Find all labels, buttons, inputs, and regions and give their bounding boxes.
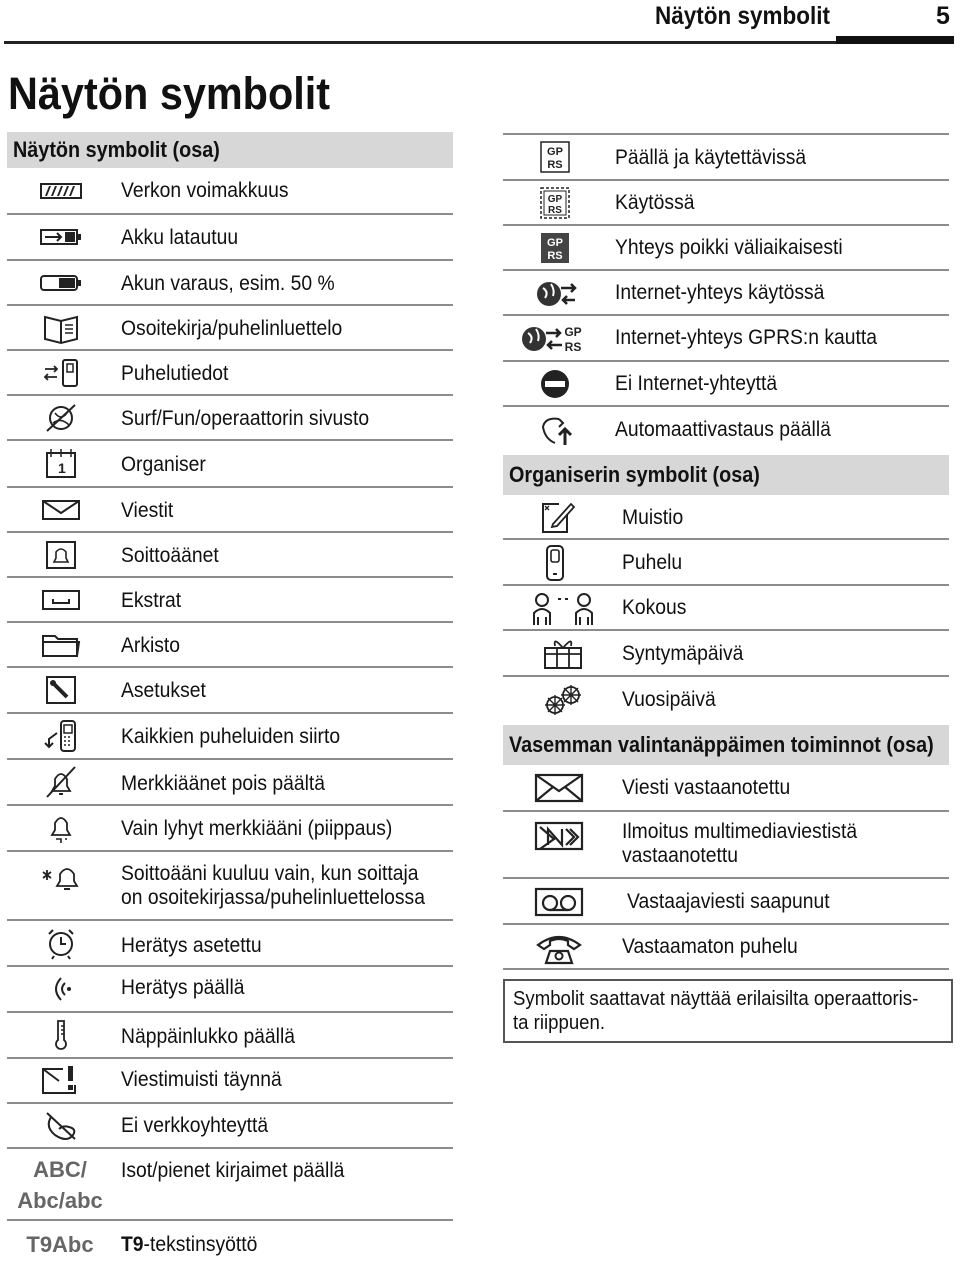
table-row: [7, 261, 453, 306]
table-row: [7, 1013, 453, 1059]
left-softkey-section-heading: Vasemman valintanäppäimen toiminnot (osa): [503, 725, 949, 765]
row-label: Puhelu: [622, 551, 683, 574]
row-label: Akku latautuu: [121, 226, 239, 249]
table-row: [7, 306, 453, 351]
gprs-on-icon: [515, 140, 595, 174]
svg-text:GP: GP: [547, 194, 563, 205]
memo-icon: [515, 499, 595, 535]
settings-icon: [21, 673, 101, 707]
note-line-1: Symbolit saattavat näyttää erilaisilta operaattoris-: [513, 988, 919, 1010]
table-row: [7, 215, 453, 261]
voicemail-icon: [511, 884, 607, 920]
table-row: [7, 623, 453, 668]
table-row: [7, 488, 453, 533]
table-row: [7, 1059, 453, 1104]
table-row: [7, 714, 453, 760]
row-label: Kaikkien puheluiden siirto: [121, 725, 341, 748]
anniversary-icon: [515, 682, 611, 718]
svg-text:RS: RS: [548, 205, 562, 216]
row-label: Herätys asetettu: [121, 934, 262, 957]
svg-text:GP: GP: [547, 237, 563, 249]
row-label: Merkkiäänet pois päältä: [121, 772, 326, 795]
row-label: Ei verkkoyhteyttä: [121, 1114, 269, 1137]
table-row: [503, 677, 949, 723]
message-received-icon: [511, 770, 607, 806]
page-number: 5: [936, 2, 950, 30]
row-label: T9-tekstinsyöttö: [121, 1233, 258, 1256]
signal-strength-icon: [21, 174, 101, 208]
auto-answer-icon: [515, 413, 595, 447]
table-row: [7, 921, 453, 967]
message-memory-full-icon: [21, 1063, 101, 1097]
row-label: Vastaajaviesti saapunut: [627, 890, 830, 913]
gprs-suspended-icon: [515, 231, 595, 265]
table-row: [503, 407, 949, 453]
no-internet-icon: [515, 367, 595, 401]
table-row: [7, 1104, 453, 1149]
row-label: Muistio: [622, 506, 684, 529]
svg-text:GP: GP: [564, 325, 582, 339]
header-rule: [4, 41, 838, 44]
row-label: Näppäinlukko päällä: [121, 1025, 296, 1048]
table-row: [503, 271, 949, 316]
t9-bold: T9: [121, 1233, 144, 1256]
row-label-line2: on osoitekirjassa/puhelinluettelossa: [121, 886, 425, 909]
row-label: Päällä ja käytettävissä: [615, 146, 807, 169]
row-label: Asetukset: [121, 679, 206, 702]
alarm-clock-icon: [21, 926, 101, 960]
row-label: Internet-yhteys käytössä: [615, 281, 825, 304]
table-row: [7, 1221, 453, 1269]
row-label: Viesti vastaanotettu: [622, 776, 791, 799]
organiser-icon: [21, 447, 101, 481]
ringtones-icon: [21, 538, 101, 572]
alarm-on-icon: [21, 972, 101, 1006]
running-header-title: Näytön symbolit: [655, 2, 831, 30]
table-row: [7, 533, 453, 578]
row-label: Yhteys poikki väliaikaisesti: [615, 236, 843, 259]
table-row: [7, 396, 453, 441]
row-label: Kokous: [622, 596, 687, 619]
archive-folder-icon: [21, 628, 101, 662]
row-label: Vastaamaton puhelu: [622, 935, 798, 958]
table-row: [503, 540, 949, 586]
row-label: Vain lyhyt merkkiääni (piippaus): [121, 817, 393, 840]
header-tab-bar: [836, 36, 954, 44]
svg-text:1: 1: [58, 460, 66, 476]
table-row: [503, 879, 949, 925]
table-row: [7, 1149, 453, 1221]
phone-call-icon: [515, 544, 595, 582]
table-row: [7, 852, 453, 921]
ring-known-callers-icon: [21, 860, 101, 894]
row-label: Viestimuisti täynnä: [121, 1068, 282, 1091]
row-label: Ekstrat: [121, 589, 182, 612]
divert-all-calls-icon: [21, 719, 101, 753]
no-network-icon: [21, 1109, 101, 1143]
row-label: Herätys päällä: [121, 976, 245, 999]
svg-text:RS: RS: [564, 340, 582, 354]
table-row: [7, 760, 453, 806]
row-label: Syntymäpäivä: [622, 642, 744, 665]
table-row: [7, 351, 453, 396]
operator-note-box: [503, 979, 953, 1043]
birthday-gift-icon: [515, 635, 611, 671]
svg-text:RS: RS: [547, 250, 563, 262]
table-row: [7, 441, 453, 488]
meeting-icon: [515, 589, 611, 627]
gprs-active-icon: [515, 186, 595, 220]
table-row: [503, 226, 949, 271]
table-row: [7, 578, 453, 623]
note-line-2: ta riippuen.: [513, 1012, 606, 1034]
table-row: [503, 925, 949, 970]
table-row: [7, 668, 453, 714]
table-row: [503, 586, 949, 631]
table-row: [7, 168, 453, 215]
row-label: Soittoääni kuuluu vain, kun soittaja: [121, 862, 419, 885]
row-label: Internet-yhteys GPRS:n kautta: [615, 326, 878, 349]
internet-gprs-icon: [507, 321, 603, 355]
mms-notification-icon: [511, 818, 607, 854]
extras-icon: [21, 583, 101, 617]
row-label: Viestit: [121, 499, 174, 522]
page-title: Näytön symbolit: [8, 68, 331, 119]
battery-level-icon: [21, 266, 101, 300]
t9-mode-label: T9Abc: [26, 1232, 94, 1257]
surf-fun-icon: [21, 401, 101, 435]
table-row: [503, 765, 949, 812]
row-label-line2: vastaanotettu: [622, 844, 739, 867]
row-label: Automaattivastaus päällä: [615, 418, 831, 441]
row-label: Ei Internet-yhteyttä: [615, 372, 778, 395]
table-row: [503, 812, 949, 879]
messages-icon: [21, 493, 101, 527]
row-label: Organiser: [121, 453, 206, 476]
table-row: [503, 362, 949, 407]
row-label: Puhelutiedot: [121, 362, 229, 385]
table-row: [503, 181, 949, 226]
table-row: [503, 316, 949, 362]
call-records-icon: [21, 356, 101, 390]
organiser-section-heading: Organiserin symbolit (osa): [503, 455, 949, 495]
row-label: Käytössä: [615, 191, 695, 214]
row-label: Soittoäänet: [121, 544, 219, 567]
row-label: Akun varaus, esim. 50 %: [121, 272, 335, 295]
battery-charging-icon: [21, 220, 101, 254]
short-beep-icon: [21, 811, 101, 845]
address-book-icon: [21, 311, 101, 345]
internet-connection-icon: [515, 276, 595, 310]
table-row: [503, 495, 949, 540]
row-label: Verkon voimakkuus: [121, 179, 289, 202]
table-row: [7, 806, 453, 852]
row-label: Ilmoitus multimediaviestistä: [622, 820, 858, 843]
row-label: Surf/Fun/operaattorin sivusto: [121, 407, 370, 430]
left-section-heading: Näytön symbolit (osa): [7, 132, 453, 168]
table-row: [503, 631, 949, 677]
ringer-off-icon: [21, 765, 101, 799]
svg-text:RS: RS: [547, 159, 563, 171]
row-label: Vuosipäivä: [622, 688, 716, 711]
missed-call-icon: [511, 930, 607, 966]
svg-text:GP: GP: [547, 146, 563, 158]
table-row: [7, 967, 453, 1013]
case-mode-label: ABC/ Abc/abc: [17, 1157, 103, 1213]
keypad-lock-icon: [21, 1018, 101, 1052]
table-row: [503, 135, 949, 181]
row-label: Osoitekirja/puhelinluettelo: [121, 317, 343, 340]
row-label: Arkisto: [121, 634, 181, 657]
row-label: Isot/pienet kirjaimet päällä: [121, 1159, 345, 1182]
